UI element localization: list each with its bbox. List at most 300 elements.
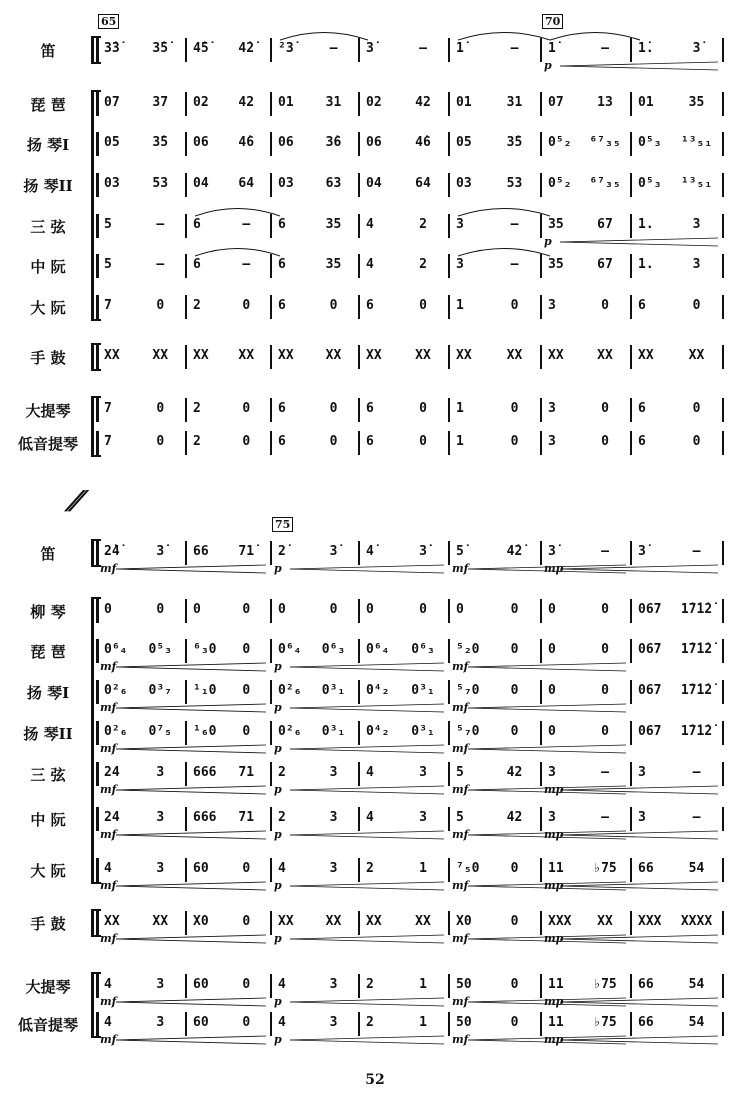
slur-line bbox=[195, 242, 280, 261]
note-group: 0⁵₂ bbox=[548, 135, 572, 150]
note-group: 0 bbox=[242, 724, 251, 739]
note-group: ¹³₅₁ bbox=[680, 135, 713, 150]
barline bbox=[96, 858, 99, 882]
measure-cell bbox=[278, 1015, 352, 1030]
note-group: 6 bbox=[638, 298, 646, 313]
barline bbox=[630, 295, 632, 319]
measure-cell bbox=[366, 810, 442, 825]
note-group: 6 bbox=[278, 434, 286, 449]
note-group: 0 bbox=[510, 602, 519, 617]
measure-cell bbox=[638, 257, 716, 272]
note-group: 3̇ bbox=[638, 544, 646, 559]
barline bbox=[448, 639, 450, 663]
barline bbox=[96, 38, 99, 62]
note-group: 2 bbox=[366, 861, 374, 876]
barline bbox=[448, 680, 450, 704]
note-group: 0⁵₂ bbox=[548, 176, 572, 191]
barline bbox=[540, 345, 542, 369]
barline bbox=[96, 1012, 99, 1036]
dynamic-mark: p bbox=[274, 701, 282, 714]
measure-cell bbox=[366, 401, 442, 416]
measure-cell bbox=[548, 298, 624, 313]
note-group: 6 bbox=[278, 298, 286, 313]
note-group: 0 bbox=[104, 602, 112, 617]
note-group: 4 bbox=[366, 810, 374, 825]
barline bbox=[540, 974, 542, 998]
measure-cell bbox=[456, 602, 534, 617]
note-group: 666 bbox=[193, 765, 217, 780]
note-group: 4 bbox=[104, 1015, 112, 1030]
note-group: 2 bbox=[193, 401, 201, 416]
note-group: 03 bbox=[456, 176, 472, 191]
crescendo-hairpin bbox=[290, 934, 444, 944]
note-group: 60 bbox=[193, 861, 209, 876]
note-group: 0²₆ bbox=[104, 683, 128, 698]
crescendo-hairpin bbox=[560, 237, 718, 247]
note-group: 50 bbox=[456, 977, 472, 992]
bracket-cap bbox=[91, 909, 101, 911]
note-group: 02 bbox=[366, 95, 382, 110]
barline bbox=[96, 974, 99, 998]
note-group: XX bbox=[456, 348, 472, 363]
dynamic-mark: mf bbox=[100, 701, 117, 714]
measure-cell bbox=[104, 257, 179, 272]
note-group: XX bbox=[325, 348, 342, 363]
note-group: ⁷₅0 bbox=[456, 861, 480, 876]
barline bbox=[358, 858, 360, 882]
note-group: 0³₁ bbox=[321, 724, 346, 739]
note-group: 0 bbox=[548, 724, 556, 739]
dynamic-mark: mf bbox=[100, 828, 117, 841]
note-group: ♭75 bbox=[593, 977, 617, 992]
note-group: 0 bbox=[329, 298, 338, 313]
rehearsal-number: 65 bbox=[98, 14, 119, 29]
note-group: 2 bbox=[419, 257, 427, 272]
system-break-mark: // bbox=[61, 486, 86, 516]
note-group: 3 bbox=[548, 810, 556, 825]
note-group: XX bbox=[104, 914, 120, 929]
note-group: 24 bbox=[104, 810, 120, 825]
measure-cell bbox=[638, 298, 716, 313]
note-group: 1̇ bbox=[456, 41, 464, 56]
barline bbox=[540, 858, 542, 882]
dynamic-mark: mf bbox=[452, 660, 469, 673]
measure-cell bbox=[366, 95, 442, 110]
note-group: 66 bbox=[193, 544, 209, 559]
barline bbox=[448, 38, 450, 62]
note-group: 0 bbox=[692, 401, 701, 416]
barline bbox=[358, 541, 360, 565]
barline bbox=[185, 974, 187, 998]
barline bbox=[722, 1012, 724, 1036]
note-group: 31 bbox=[506, 95, 523, 110]
crescendo-hairpin bbox=[560, 1035, 718, 1045]
dynamic-mark: p bbox=[274, 828, 282, 841]
note-group: ¹³₅₁ bbox=[680, 176, 713, 191]
barline bbox=[630, 858, 632, 882]
note-group: 05 bbox=[456, 135, 472, 150]
barline bbox=[722, 38, 724, 62]
measure-cell bbox=[278, 724, 352, 739]
measure-cell bbox=[456, 683, 534, 698]
note-group: 0⁴₂ bbox=[366, 683, 390, 698]
note-group: 3̇ bbox=[366, 41, 374, 56]
note-group: 05 bbox=[104, 135, 120, 150]
note-group: – bbox=[692, 765, 701, 780]
crescendo-hairpin bbox=[290, 744, 444, 754]
note-group: 4 bbox=[278, 1015, 286, 1030]
note-group: 5̇ bbox=[456, 544, 464, 559]
note-group: 3 bbox=[692, 217, 701, 232]
note-group: 3 bbox=[156, 861, 165, 876]
measure-cell bbox=[278, 914, 352, 929]
barline bbox=[96, 599, 99, 623]
note-group: 067 bbox=[638, 602, 662, 617]
instrument-label: 低音提琴 bbox=[17, 435, 78, 453]
barline bbox=[96, 398, 99, 422]
note-group: XX bbox=[415, 348, 431, 363]
barline bbox=[722, 254, 724, 278]
note-group: 0 bbox=[242, 977, 251, 992]
dynamic-mark: mp bbox=[544, 828, 564, 841]
barline bbox=[270, 639, 272, 663]
measure-cell bbox=[638, 1015, 716, 1030]
barline bbox=[96, 762, 99, 786]
barline bbox=[96, 92, 99, 116]
dynamic-mark: mp bbox=[544, 932, 564, 945]
barline bbox=[722, 762, 724, 786]
note-group: 4 bbox=[278, 861, 286, 876]
measure-cell bbox=[456, 765, 534, 780]
measure-cell bbox=[366, 135, 442, 150]
barline bbox=[96, 132, 99, 156]
barline bbox=[630, 92, 632, 116]
crescendo-hairpin bbox=[116, 662, 266, 672]
note-group: 1 bbox=[456, 298, 464, 313]
barline bbox=[722, 173, 724, 197]
barline bbox=[722, 345, 724, 369]
measure-cell bbox=[456, 298, 534, 313]
note-group: 11 bbox=[548, 977, 564, 992]
note-group: 3 bbox=[548, 401, 556, 416]
measure-cell bbox=[193, 95, 264, 110]
barline bbox=[448, 398, 450, 422]
note-group: 4̇6 bbox=[415, 135, 431, 150]
measure-cell bbox=[193, 683, 264, 698]
barline bbox=[630, 214, 632, 238]
barline bbox=[270, 541, 272, 565]
crescendo-hairpin bbox=[560, 61, 718, 71]
measure-cell bbox=[193, 977, 264, 992]
note-group: 0 bbox=[510, 1015, 519, 1030]
barline bbox=[96, 807, 99, 831]
barline bbox=[185, 541, 187, 565]
note-group: 1 bbox=[419, 977, 427, 992]
barline bbox=[540, 762, 542, 786]
measure-cell bbox=[548, 217, 624, 232]
barline bbox=[630, 1012, 632, 1036]
dynamic-mark: p bbox=[274, 742, 282, 755]
note-group: 0 bbox=[419, 434, 427, 449]
note-group: 07 bbox=[548, 95, 564, 110]
measure-cell bbox=[638, 217, 716, 232]
note-group: 04 bbox=[193, 176, 209, 191]
barline bbox=[270, 680, 272, 704]
note-group: 71̇ bbox=[238, 544, 255, 559]
barline bbox=[540, 173, 542, 197]
barline bbox=[540, 680, 542, 704]
note-group: – bbox=[242, 257, 251, 272]
barline bbox=[540, 541, 542, 565]
note-group: 02 bbox=[193, 95, 209, 110]
note-group: 0 bbox=[156, 298, 165, 313]
measure-cell bbox=[193, 298, 264, 313]
instrument-label: 柳 琴 bbox=[30, 603, 66, 621]
barline bbox=[540, 132, 542, 156]
bracket-cap bbox=[91, 597, 101, 599]
dynamic-mark: p bbox=[544, 235, 552, 248]
measure-cell bbox=[104, 977, 179, 992]
measure-cell bbox=[548, 683, 624, 698]
measure-cell bbox=[278, 861, 352, 876]
measure-cell bbox=[548, 977, 624, 992]
barline bbox=[448, 132, 450, 156]
note-group: 71 bbox=[238, 810, 255, 825]
measure-cell bbox=[193, 401, 264, 416]
measure-cell bbox=[193, 602, 264, 617]
instrument-label: 扬 琴II bbox=[23, 177, 73, 195]
dynamic-mark: mf bbox=[100, 995, 117, 1008]
crescendo-hairpin bbox=[116, 744, 266, 754]
note-group: 3 bbox=[156, 765, 165, 780]
barline bbox=[540, 1012, 542, 1036]
slur-line bbox=[458, 26, 550, 45]
instrument-label: 大提琴 bbox=[25, 978, 71, 996]
measure-cell bbox=[638, 401, 716, 416]
barline bbox=[185, 214, 187, 238]
note-group: 6 bbox=[366, 298, 374, 313]
note-group: 11 bbox=[548, 1015, 564, 1030]
barline bbox=[270, 345, 272, 369]
measure-cell bbox=[278, 257, 352, 272]
note-group: 2 bbox=[193, 434, 201, 449]
note-group: 1̇7̇1̇2̇ bbox=[680, 642, 713, 657]
measure-cell bbox=[548, 724, 624, 739]
note-group: 3 bbox=[329, 810, 338, 825]
note-group: 3̇ bbox=[329, 544, 338, 559]
note-group: 11 bbox=[548, 861, 564, 876]
barline bbox=[96, 345, 99, 369]
note-group: 0⁵₃ bbox=[148, 642, 172, 657]
barline bbox=[540, 92, 542, 116]
measure-cell bbox=[548, 135, 624, 150]
dynamic-mark: mf bbox=[452, 701, 469, 714]
barline bbox=[270, 762, 272, 786]
instrument-label: 中 阮 bbox=[30, 811, 66, 829]
measure-cell bbox=[366, 257, 442, 272]
measure-cell bbox=[104, 348, 179, 363]
measure-cell bbox=[366, 348, 442, 363]
crescendo-hairpin bbox=[116, 830, 266, 840]
barline bbox=[96, 680, 99, 704]
measure-cell bbox=[278, 765, 352, 780]
measure-cell bbox=[456, 724, 534, 739]
note-group: 53 bbox=[506, 176, 523, 191]
measure-cell bbox=[366, 176, 442, 191]
dynamic-mark: p bbox=[274, 783, 282, 796]
note-group: 1 bbox=[456, 401, 464, 416]
note-group: 0 bbox=[601, 724, 609, 739]
note-group: 0³₇ bbox=[148, 683, 172, 698]
note-group: 0 bbox=[601, 298, 609, 313]
barline bbox=[358, 173, 360, 197]
dynamic-mark: mf bbox=[452, 932, 469, 945]
note-group: – bbox=[692, 810, 701, 825]
dynamic-mark: mf bbox=[452, 1033, 469, 1046]
note-group: 3 bbox=[419, 810, 427, 825]
note-group: – bbox=[510, 217, 519, 232]
staff-group-bracket bbox=[91, 597, 94, 884]
measure-cell bbox=[193, 765, 264, 780]
note-group: 54 bbox=[688, 861, 705, 876]
barline bbox=[270, 1012, 272, 1036]
note-group: XX bbox=[278, 348, 294, 363]
note-group: 0 bbox=[601, 642, 609, 657]
note-group: 3 bbox=[548, 434, 556, 449]
measure-cell bbox=[366, 602, 442, 617]
barline bbox=[448, 599, 450, 623]
note-group: 0 bbox=[510, 434, 519, 449]
note-group: 3̇5 bbox=[506, 135, 523, 150]
note-group: 4 bbox=[104, 977, 112, 992]
note-group: 64 bbox=[415, 176, 431, 191]
barline bbox=[270, 431, 272, 455]
barline bbox=[448, 911, 450, 935]
barline bbox=[358, 254, 360, 278]
note-group: 3̇ bbox=[156, 544, 165, 559]
measure-cell bbox=[104, 914, 179, 929]
note-group: 0⁶₄ bbox=[104, 642, 128, 657]
measure-cell bbox=[104, 602, 179, 617]
measure-cell bbox=[193, 1015, 264, 1030]
note-group: XX bbox=[325, 914, 342, 929]
note-group: 3 bbox=[329, 765, 338, 780]
note-group: ⁵₇0 bbox=[456, 683, 480, 698]
measure-cell bbox=[638, 642, 716, 657]
note-group: 0 bbox=[510, 683, 519, 698]
measure-cell bbox=[278, 602, 352, 617]
note-group: 2̇ bbox=[278, 544, 286, 559]
barline bbox=[722, 132, 724, 156]
measure-cell bbox=[278, 135, 352, 150]
note-group: 42 bbox=[415, 95, 431, 110]
note-group: 3̇ bbox=[419, 544, 427, 559]
measure-cell bbox=[104, 861, 179, 876]
note-group: 0 bbox=[510, 401, 519, 416]
dynamic-mark: mp bbox=[544, 995, 564, 1008]
barline bbox=[630, 762, 632, 786]
note-group: 42 bbox=[506, 810, 523, 825]
note-group: – bbox=[156, 257, 165, 272]
instrument-label: 三 弦 bbox=[30, 218, 66, 236]
barline bbox=[630, 639, 632, 663]
note-group: 3 bbox=[329, 977, 338, 992]
measure-cell bbox=[638, 977, 716, 992]
barline bbox=[358, 1012, 360, 1036]
note-group: 3̇6 bbox=[325, 135, 342, 150]
barline bbox=[270, 92, 272, 116]
dynamic-mark: mf bbox=[100, 742, 117, 755]
crescendo-hairpin bbox=[290, 662, 444, 672]
measure-cell bbox=[456, 861, 534, 876]
barline bbox=[270, 599, 272, 623]
crescendo-hairpin bbox=[116, 997, 266, 1007]
note-group: 5 bbox=[104, 217, 112, 232]
barline bbox=[185, 858, 187, 882]
barline bbox=[185, 398, 187, 422]
measure-cell bbox=[104, 1015, 179, 1030]
note-group: 0⁵₃ bbox=[638, 176, 662, 191]
note-group: 13 bbox=[597, 95, 613, 110]
barline bbox=[358, 974, 360, 998]
staff-group-bracket bbox=[91, 539, 94, 567]
measure-cell bbox=[456, 348, 534, 363]
note-group: X0 bbox=[193, 914, 209, 929]
measure-cell bbox=[638, 544, 716, 559]
measure-cell bbox=[638, 135, 716, 150]
note-group: 42 bbox=[506, 765, 523, 780]
measure-cell bbox=[638, 724, 716, 739]
note-group: 0 bbox=[548, 602, 556, 617]
note-group: 0³₁ bbox=[411, 683, 435, 698]
note-group: ⁵₂0 bbox=[456, 642, 480, 657]
barline bbox=[185, 92, 187, 116]
note-group: 4 bbox=[366, 217, 374, 232]
measure-cell bbox=[366, 861, 442, 876]
note-group: XX bbox=[278, 914, 294, 929]
barline bbox=[358, 762, 360, 786]
crescendo-hairpin bbox=[560, 934, 718, 944]
barline bbox=[540, 398, 542, 422]
barline bbox=[185, 173, 187, 197]
barline bbox=[448, 974, 450, 998]
note-group: XX bbox=[638, 348, 654, 363]
bracket-cap bbox=[91, 343, 101, 345]
note-group: XXX bbox=[548, 914, 572, 929]
note-group: 1̇7̇1̇2̇ bbox=[680, 724, 713, 739]
dynamic-mark: mp bbox=[544, 1033, 564, 1046]
measure-cell bbox=[104, 642, 179, 657]
note-group: 35 bbox=[325, 217, 342, 232]
note-group: 60 bbox=[193, 1015, 209, 1030]
barline bbox=[630, 173, 632, 197]
dynamic-mark: p bbox=[274, 660, 282, 673]
note-group: ²3̇ bbox=[278, 41, 294, 56]
note-group: 0 bbox=[366, 602, 374, 617]
note-group: 60 bbox=[193, 977, 209, 992]
measure-cell bbox=[548, 176, 624, 191]
measure-cell bbox=[193, 348, 264, 363]
measure-cell bbox=[456, 914, 534, 929]
measure-cell bbox=[548, 914, 624, 929]
barline bbox=[722, 974, 724, 998]
note-group: 53 bbox=[152, 176, 169, 191]
note-group: 3 bbox=[548, 298, 556, 313]
barline bbox=[270, 173, 272, 197]
barline bbox=[96, 173, 99, 197]
note-group: 0 bbox=[242, 642, 251, 657]
note-group: 4̇2̇ bbox=[506, 544, 523, 559]
